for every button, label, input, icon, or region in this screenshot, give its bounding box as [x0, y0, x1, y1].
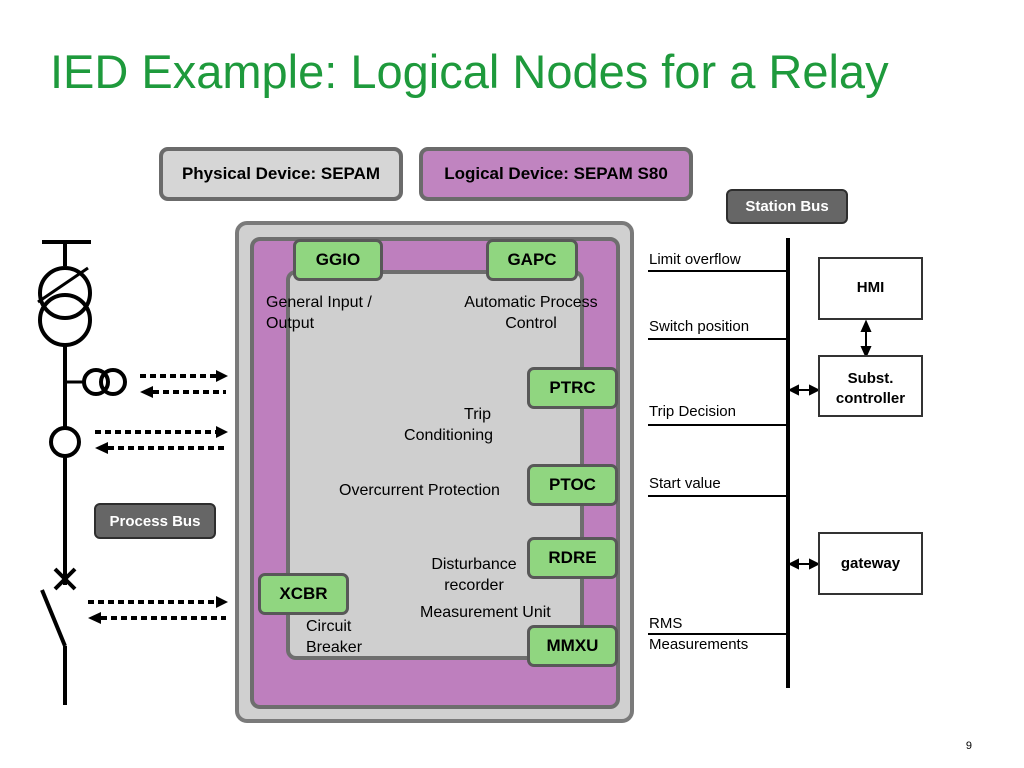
ggio-description: General Input / Output: [266, 294, 372, 332]
gapc-description: Automatic Process Control: [464, 294, 598, 332]
station-bus-label: Station Bus: [726, 189, 848, 224]
process-bus-label: Process Bus: [94, 503, 216, 539]
ptrc-description: Trip Conditioning: [404, 406, 493, 444]
signal-start-value: Start value: [649, 475, 721, 492]
gateway-box: gateway: [818, 532, 923, 595]
process-arrowheads: [88, 370, 228, 624]
mmxu-description: Measurement Unit: [420, 604, 551, 621]
rdre-description: Disturbance recorder: [431, 556, 517, 594]
substation-controller-box: Subst. controller: [818, 355, 923, 417]
sensor-circle-icon: [51, 428, 79, 456]
xcbr-description: Circuit Breaker: [306, 618, 363, 656]
node-ptrc: PTRC: [527, 367, 618, 409]
slide-title: IED Example: Logical Nodes for a Relay: [50, 45, 889, 98]
logical-device-box: Logical Device: SEPAM S80: [419, 147, 693, 201]
page-number: 9: [965, 740, 972, 752]
node-mmxu: MMXU: [527, 625, 618, 667]
signal-trip-decision: Trip Decision: [649, 403, 736, 420]
node-gapc: GAPC: [486, 239, 578, 281]
node-ptoc: PTOC: [527, 464, 618, 506]
signal-rms-measurements: RMS Measurements: [649, 615, 749, 653]
physical-device-box: Physical Device: SEPAM: [159, 147, 403, 201]
node-rdre: RDRE: [527, 537, 618, 579]
signal-limit-overflow: Limit overflow: [649, 251, 741, 268]
hmi-box: HMI: [818, 257, 923, 320]
node-xcbr: XCBR: [258, 573, 349, 615]
node-ggio: GGIO: [293, 239, 383, 281]
signal-switch-position: Switch position: [649, 318, 750, 335]
ct-coil-right-icon: [101, 370, 125, 394]
ptoc-description: Overcurrent Protection: [339, 482, 500, 499]
switch-contact-icon: [42, 590, 65, 646]
